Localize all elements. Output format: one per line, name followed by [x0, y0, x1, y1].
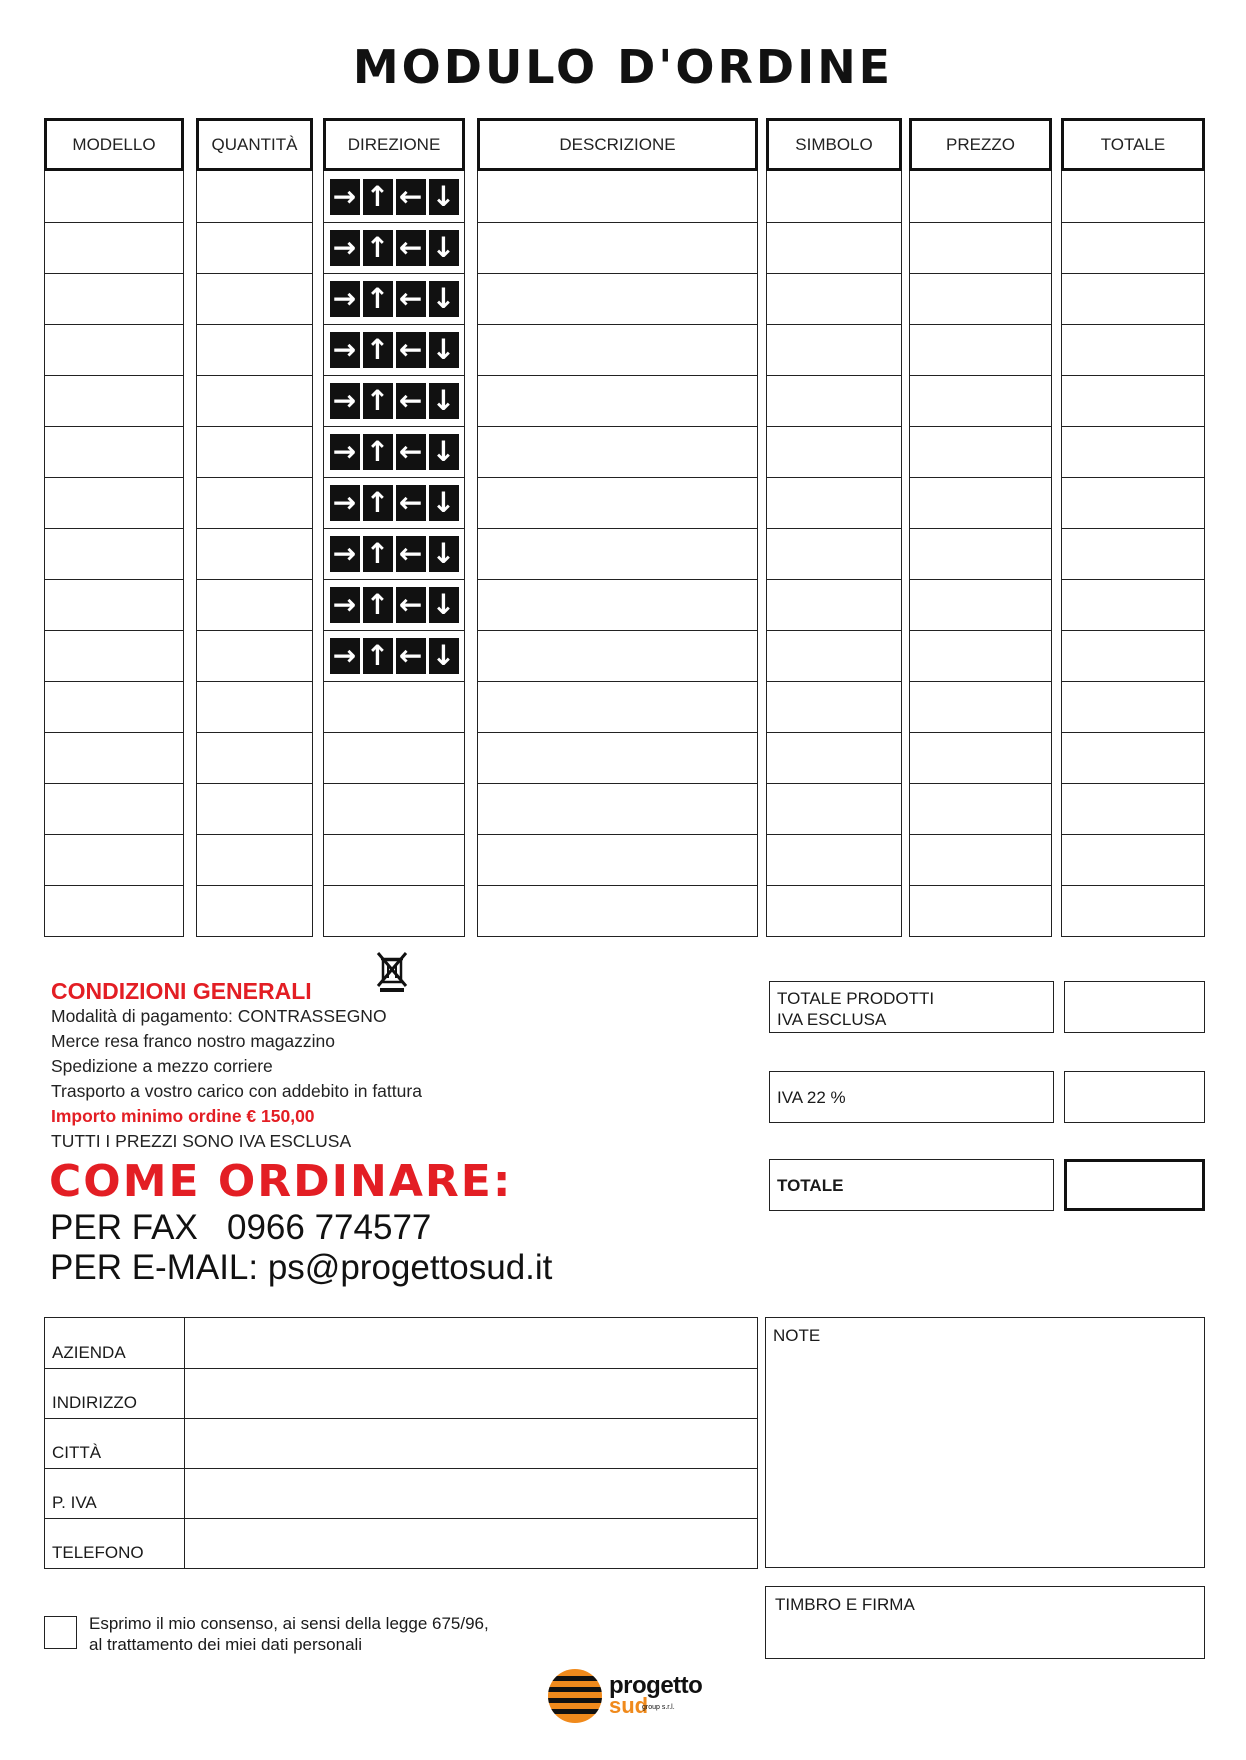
arrow-down-icon[interactable]: ↓ — [429, 587, 459, 623]
table-cell[interactable] — [910, 477, 1051, 528]
table-cell[interactable] — [478, 222, 757, 273]
table-cell[interactable] — [478, 171, 757, 222]
table-cell[interactable] — [478, 375, 757, 426]
table-cell[interactable] — [1062, 579, 1204, 630]
table-cell[interactable] — [197, 528, 312, 579]
descrizione-cells[interactable] — [477, 171, 758, 937]
arrow-right-icon[interactable]: → — [330, 332, 360, 368]
table-cell[interactable] — [910, 885, 1051, 936]
table-cell[interactable] — [767, 273, 901, 324]
table-cell[interactable] — [1062, 783, 1204, 834]
table-cell[interactable] — [767, 834, 901, 885]
table-cell[interactable] — [767, 681, 901, 732]
table-cell[interactable] — [910, 426, 1051, 477]
arrow-right-icon[interactable]: → — [330, 587, 360, 623]
direction-arrow-group — [330, 281, 459, 317]
table-cell[interactable] — [197, 222, 312, 273]
column-quantita — [196, 118, 313, 937]
table-cell[interactable] — [767, 324, 901, 375]
arrow-down-icon[interactable]: ↓ — [429, 383, 459, 419]
column-prezzo — [909, 118, 1052, 937]
table-cell[interactable] — [324, 375, 464, 426]
simbolo-cells[interactable] — [766, 171, 902, 937]
table-cell[interactable] — [1062, 630, 1204, 681]
table-cell[interactable] — [767, 375, 901, 426]
table-cell[interactable] — [767, 579, 901, 630]
table-cell[interactable] — [197, 477, 312, 528]
table-cell[interactable] — [45, 426, 183, 477]
arrow-right-icon[interactable]: → — [330, 485, 360, 521]
arrow-up-icon[interactable]: ↑ — [363, 485, 393, 521]
table-cell[interactable] — [1062, 222, 1204, 273]
table-cell[interactable] — [324, 426, 464, 477]
table-cell[interactable] — [45, 324, 183, 375]
table-cell[interactable] — [45, 222, 183, 273]
notes-label: NOTE — [773, 1326, 821, 1345]
arrow-up-icon[interactable]: ↑ — [363, 638, 393, 674]
table-cell[interactable] — [1062, 324, 1204, 375]
total-products-label — [769, 981, 1054, 1033]
total-products-line1: TOTALE PRODOTTI — [777, 989, 935, 1008]
table-cell[interactable] — [45, 477, 183, 528]
table-cell[interactable] — [197, 681, 312, 732]
table-cell[interactable] — [767, 171, 901, 222]
table-cell[interactable] — [478, 273, 757, 324]
table-cell[interactable] — [910, 222, 1051, 273]
direction-arrow-group — [330, 383, 459, 419]
arrow-left-icon[interactable]: ← — [396, 434, 426, 470]
total-products-field[interactable] — [1064, 981, 1205, 1033]
telefono-field[interactable] — [185, 1519, 757, 1568]
column-header-modello: MODELLO — [44, 118, 184, 171]
direction-arrow-group — [330, 485, 459, 521]
table-cell[interactable] — [324, 324, 464, 375]
arrow-up-icon[interactable]: ↑ — [363, 536, 393, 572]
table-cell[interactable] — [197, 885, 312, 936]
table-cell[interactable] — [45, 630, 183, 681]
email-line: PER E-MAIL: ps@progettosud.it — [50, 1248, 553, 1287]
arrow-down-icon[interactable]: ↓ — [429, 638, 459, 674]
table-cell[interactable] — [324, 579, 464, 630]
table-cell[interactable] — [324, 273, 464, 324]
table-cell[interactable] — [324, 171, 464, 222]
consent-checkbox[interactable] — [44, 1616, 77, 1649]
field-label: CITTÀ — [45, 1419, 185, 1468]
table-cell[interactable] — [1062, 171, 1204, 222]
logo-word-progetto: progetto — [609, 1672, 703, 1699]
field-label: P. IVA — [45, 1469, 185, 1518]
table-cell[interactable] — [478, 477, 757, 528]
table-cell[interactable] — [197, 273, 312, 324]
arrow-left-icon[interactable]: ← — [396, 638, 426, 674]
arrow-left-icon[interactable]: ← — [396, 485, 426, 521]
table-cell[interactable] — [324, 834, 464, 885]
column-header-quantita: QUANTITÀ — [196, 118, 313, 171]
table-cell[interactable] — [45, 885, 183, 936]
table-cell[interactable] — [767, 732, 901, 783]
table-cell[interactable] — [45, 681, 183, 732]
field-label: TELEFONO — [45, 1519, 185, 1568]
table-cell[interactable] — [1062, 426, 1204, 477]
customer-row-telefono — [45, 1518, 757, 1568]
column-header-simbolo: SIMBOLO — [766, 118, 902, 171]
table-cell[interactable] — [324, 528, 464, 579]
consent-line1: Esprimo il mio consenso, ai sensi della legge 675/96, — [89, 1614, 489, 1633]
condition-line: Spedizione a mezzo corriere — [51, 1056, 273, 1076]
crossed-out-bin-icon — [375, 950, 409, 992]
table-cell[interactable] — [324, 630, 464, 681]
arrow-up-icon[interactable]: ↑ — [363, 179, 393, 215]
table-cell[interactable] — [478, 630, 757, 681]
direction-arrow-group — [330, 587, 459, 623]
arrow-up-icon[interactable]: ↑ — [363, 230, 393, 266]
table-cell[interactable] — [45, 528, 183, 579]
direzione-cells[interactable] — [323, 171, 465, 937]
table-cell[interactable] — [767, 783, 901, 834]
table-cell[interactable] — [197, 324, 312, 375]
column-modello — [44, 118, 184, 937]
table-cell[interactable] — [1062, 375, 1204, 426]
direction-arrow-group — [330, 179, 459, 215]
table-cell[interactable] — [478, 885, 757, 936]
arrow-left-icon[interactable]: ← — [396, 179, 426, 215]
customer-details-table — [44, 1317, 758, 1569]
consent-line2: al trattamento dei miei dati personali — [89, 1635, 363, 1654]
table-cell[interactable] — [1062, 885, 1204, 936]
arrow-right-icon[interactable]: → — [330, 536, 360, 572]
arrow-down-icon[interactable]: ↓ — [429, 179, 459, 215]
direction-arrow-group — [330, 332, 459, 368]
table-cell[interactable] — [478, 579, 757, 630]
how-to-order-title: COME ORDINARE: — [49, 1156, 513, 1207]
citta-field[interactable] — [185, 1419, 757, 1468]
table-cell[interactable] — [910, 630, 1051, 681]
column-totale — [1061, 118, 1205, 937]
conditions-title: CONDIZIONI GENERALI — [51, 978, 312, 1004]
prezzo-cells[interactable] — [909, 171, 1052, 937]
table-cell[interactable] — [478, 324, 757, 375]
totale-cells[interactable] — [1061, 171, 1205, 937]
arrow-down-icon[interactable]: ↓ — [429, 281, 459, 317]
fax-line: PER FAX 0966 774577 — [50, 1208, 432, 1247]
table-cell[interactable] — [45, 273, 183, 324]
arrow-left-icon[interactable]: ← — [396, 587, 426, 623]
table-cell[interactable] — [910, 834, 1051, 885]
piva-field[interactable] — [185, 1469, 757, 1518]
column-header-prezzo: PREZZO — [909, 118, 1052, 171]
column-simbolo — [766, 118, 902, 937]
table-cell[interactable] — [324, 885, 464, 936]
arrow-right-icon[interactable]: → — [330, 281, 360, 317]
table-cell[interactable] — [767, 885, 901, 936]
table-cell[interactable] — [324, 681, 464, 732]
arrow-up-icon[interactable]: ↑ — [363, 434, 393, 470]
vat-note: TUTTI I PREZZI SONO IVA ESCLUSA — [51, 1131, 352, 1151]
table-cell[interactable] — [197, 579, 312, 630]
table-cell[interactable] — [45, 732, 183, 783]
grand-total-field[interactable] — [1064, 1159, 1205, 1211]
direction-arrow-group — [330, 638, 459, 674]
grand-total-label: TOTALE — [769, 1159, 1054, 1211]
customer-row-piva — [45, 1468, 757, 1518]
table-cell[interactable] — [767, 222, 901, 273]
field-label: AZIENDA — [45, 1318, 185, 1368]
arrow-up-icon[interactable]: ↑ — [363, 587, 393, 623]
table-cell[interactable] — [197, 426, 312, 477]
notes-field[interactable] — [765, 1317, 1205, 1568]
table-cell[interactable] — [910, 528, 1051, 579]
field-label: INDIRIZZO — [45, 1369, 185, 1418]
arrow-right-icon[interactable]: → — [330, 638, 360, 674]
table-cell[interactable] — [910, 732, 1051, 783]
table-cell[interactable] — [910, 324, 1051, 375]
conditions-list — [51, 1004, 422, 1154]
stamp-signature-label: TIMBRO E FIRMA — [775, 1595, 915, 1614]
vat-field[interactable] — [1064, 1071, 1205, 1123]
condition-line: Modalità di pagamento: CONTRASSEGNO — [51, 1006, 387, 1026]
table-cell[interactable] — [910, 171, 1051, 222]
table-cell[interactable] — [910, 375, 1051, 426]
table-cell[interactable] — [767, 528, 901, 579]
table-cell[interactable] — [767, 426, 901, 477]
arrow-down-icon[interactable]: ↓ — [429, 434, 459, 470]
arrow-down-icon[interactable]: ↓ — [429, 485, 459, 521]
table-cell[interactable] — [478, 783, 757, 834]
table-cell[interactable] — [197, 630, 312, 681]
minimum-order: Importo minimo ordine € 150,00 — [51, 1106, 315, 1126]
customer-row-citta — [45, 1418, 757, 1468]
table-cell[interactable] — [767, 630, 901, 681]
indirizzo-field[interactable] — [185, 1369, 757, 1418]
arrow-right-icon[interactable]: → — [330, 434, 360, 470]
table-cell[interactable] — [1062, 681, 1204, 732]
vat-label: IVA 22 % — [769, 1071, 1054, 1123]
customer-row-azienda — [45, 1318, 757, 1368]
table-cell[interactable] — [197, 732, 312, 783]
arrow-up-icon[interactable]: ↑ — [363, 281, 393, 317]
table-cell[interactable] — [45, 375, 183, 426]
table-cell[interactable] — [324, 783, 464, 834]
quantita-cells[interactable] — [196, 171, 313, 937]
arrow-up-icon[interactable]: ↑ — [363, 383, 393, 419]
arrow-down-icon[interactable]: ↓ — [429, 230, 459, 266]
arrow-left-icon[interactable]: ← — [396, 281, 426, 317]
page-title: MODULO D'ORDINE — [352, 40, 894, 94]
logo-suffix: group s.r.l. — [642, 1704, 675, 1711]
table-cell[interactable] — [197, 171, 312, 222]
stamp-signature-field[interactable] — [765, 1586, 1205, 1659]
table-cell[interactable] — [478, 426, 757, 477]
arrow-left-icon[interactable]: ← — [396, 332, 426, 368]
total-products-line2: IVA ESCLUSA — [777, 1010, 887, 1029]
table-cell[interactable] — [478, 834, 757, 885]
table-cell[interactable] — [324, 477, 464, 528]
column-descrizione — [477, 118, 758, 937]
column-header-totale: TOTALE — [1061, 118, 1205, 171]
arrow-down-icon[interactable]: ↓ — [429, 332, 459, 368]
table-cell[interactable] — [324, 222, 464, 273]
arrow-left-icon[interactable]: ← — [396, 383, 426, 419]
arrow-up-icon[interactable]: ↑ — [363, 332, 393, 368]
customer-row-indirizzo — [45, 1368, 757, 1418]
table-cell[interactable] — [478, 732, 757, 783]
table-cell[interactable] — [45, 579, 183, 630]
arrow-left-icon[interactable]: ← — [396, 230, 426, 266]
table-cell[interactable] — [1062, 834, 1204, 885]
column-header-descrizione: DESCRIZIONE — [477, 118, 758, 171]
arrow-down-icon[interactable]: ↓ — [429, 536, 459, 572]
table-cell[interactable] — [910, 783, 1051, 834]
arrow-right-icon[interactable]: → — [330, 230, 360, 266]
table-cell[interactable] — [197, 783, 312, 834]
table-cell[interactable] — [197, 375, 312, 426]
arrow-left-icon[interactable]: ← — [396, 536, 426, 572]
column-direzione — [323, 118, 465, 937]
table-cell[interactable] — [478, 681, 757, 732]
table-cell[interactable] — [767, 477, 901, 528]
azienda-field[interactable] — [185, 1318, 757, 1368]
table-cell[interactable] — [1062, 477, 1204, 528]
table-cell[interactable] — [45, 834, 183, 885]
arrow-right-icon[interactable]: → — [330, 383, 360, 419]
logo-word-sud: sud — [609, 1693, 649, 1718]
direction-arrow-group — [330, 536, 459, 572]
table-cell[interactable] — [1062, 528, 1204, 579]
condition-line: Merce resa franco nostro magazzino — [51, 1031, 336, 1051]
direction-arrow-group — [330, 434, 459, 470]
modello-cells[interactable] — [44, 171, 184, 937]
table-cell[interactable] — [324, 732, 464, 783]
table-cell[interactable] — [910, 579, 1051, 630]
column-header-direzione: DIREZIONE — [323, 118, 465, 171]
table-cell[interactable] — [1062, 273, 1204, 324]
consent-text — [89, 1613, 489, 1655]
table-cell[interactable] — [45, 171, 183, 222]
direction-arrow-group — [330, 230, 459, 266]
table-cell[interactable] — [478, 528, 757, 579]
table-cell[interactable] — [1062, 732, 1204, 783]
table-cell[interactable] — [197, 834, 312, 885]
table-cell[interactable] — [910, 681, 1051, 732]
condition-line: Trasporto a vostro carico con addebito in fattura — [51, 1081, 422, 1101]
arrow-right-icon[interactable]: → — [330, 179, 360, 215]
table-cell[interactable] — [910, 273, 1051, 324]
table-cell[interactable] — [45, 783, 183, 834]
